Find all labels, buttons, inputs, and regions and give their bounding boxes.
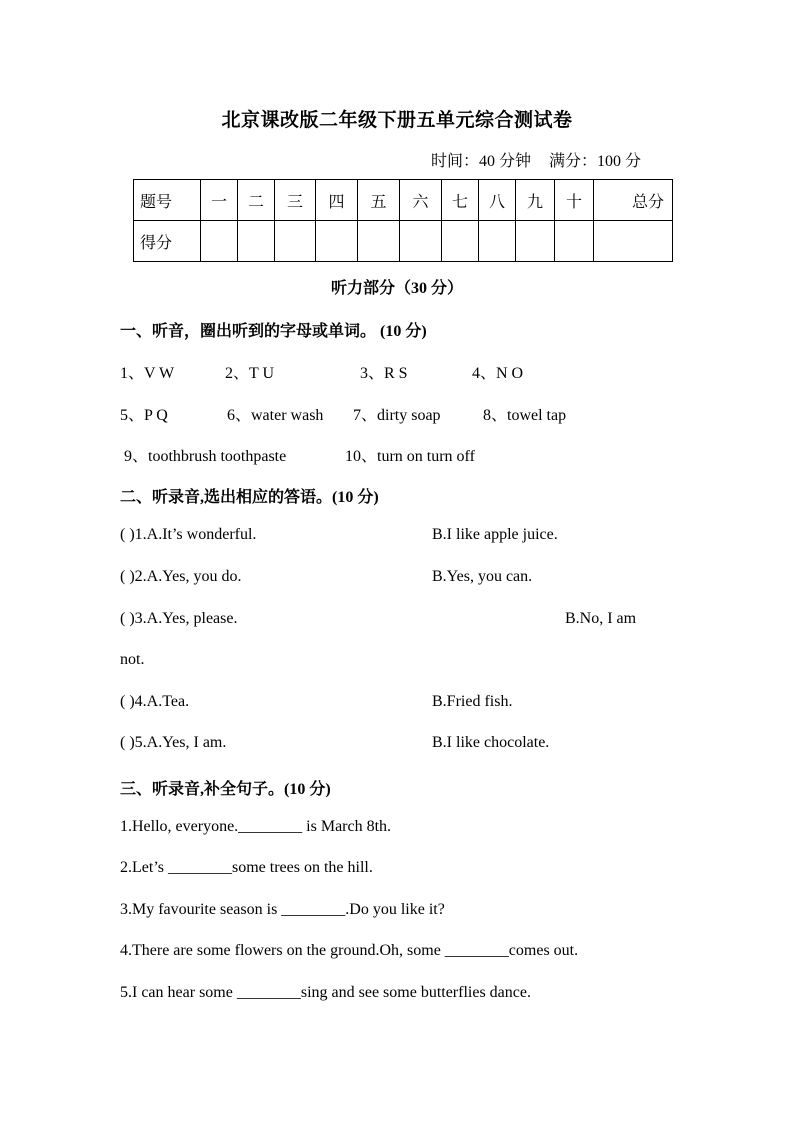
s1-item-6: 6、water wash [227,407,324,424]
score-table-header-row [134,180,673,221]
header-cell: 四 [316,180,358,221]
s1-item-3: 3、R S [360,365,408,382]
score-cell [555,221,594,262]
header-cell: 题号 [134,180,201,221]
q2-option-b: B.Yes, you can. [432,568,533,585]
score-cell [358,221,400,262]
score-cell [479,221,516,262]
s1-item-1: 1、V W [120,365,175,382]
header-cell: 七 [442,180,479,221]
s3-sentence-3: 3.My favourite season is ________.Do you like it? [120,901,445,918]
header-cell: 九 [516,180,555,221]
s1-item-5: 5、P Q [120,407,168,424]
q1-option-a: ( )1.A.It’s wonderful. [120,526,257,543]
section2-title: 二、听录音,选出相应的答语。(10 分) [120,489,379,506]
exam-meta [431,148,655,171]
header-cell: 六 [400,180,442,221]
s1-item-2: 2、T U [225,365,275,382]
score-row-label: 得分 [134,221,201,262]
score-cell [400,221,442,262]
q3-option-b-continued: not. [120,651,145,668]
s1-item-10: 10、turn on turn off [345,448,475,465]
header-cell: 八 [479,180,516,221]
header-cell: 一 [201,180,238,221]
header-cell: 三 [275,180,316,221]
score-cell [275,221,316,262]
s3-sentence-5: 5.I can hear some ________sing and see some butterflies dance. [120,984,531,1001]
q3-option-b: B.No, I am [565,610,637,627]
listening-header: 听力部分（30 分） [330,280,463,297]
header-cell: 二 [238,180,275,221]
score-cell [316,221,358,262]
q1-option-b: B.I like apple juice. [432,526,558,543]
score-cell [594,221,673,262]
s3-sentence-1: 1.Hello, everyone.________ is March 8th. [120,818,392,835]
section3-title: 三、听录音,补全句子。(10 分) [120,781,331,798]
q5-option-a: ( )5.A.Yes, I am. [120,734,227,751]
q3-option-a: ( )3.A.Yes, please. [120,610,238,627]
score-cell [201,221,238,262]
s3-sentence-2: 2.Let’s ________some trees on the hill. [120,859,373,876]
time-limit: 时间：40 分钟 [431,153,532,170]
s1-item-8: 8、towel tap [483,407,567,424]
score-table [133,179,673,262]
header-cell: 总分 [594,180,673,221]
q5-option-b: B.I like chocolate. [432,734,550,751]
s1-item-9: 9、toothbrush toothpaste [124,448,287,465]
q4-option-b: B.Fried fish. [432,693,513,710]
s1-item-4: 4、N O [472,365,524,382]
q2-option-a: ( )2.A.Yes, you do. [120,568,242,585]
header-cell: 十 [555,180,594,221]
s1-item-7: 7、dirty soap [353,407,441,424]
score-table-score-row [134,221,673,262]
header-cell: 五 [358,180,400,221]
score-cell [516,221,555,262]
section1-title: 一、听音，圈出听到的字母或单词。 (10 分) [120,323,427,340]
score-cell [238,221,275,262]
full-score: 满分：100 分 [549,153,642,170]
s3-sentence-4: 4.There are some flowers on the ground.Oh, some ________comes out. [120,942,579,959]
score-cell [442,221,479,262]
q4-option-a: ( )4.A.Tea. [120,693,190,710]
page-title: 北京课改版二年级下册五单元综合测试卷 [221,110,573,131]
